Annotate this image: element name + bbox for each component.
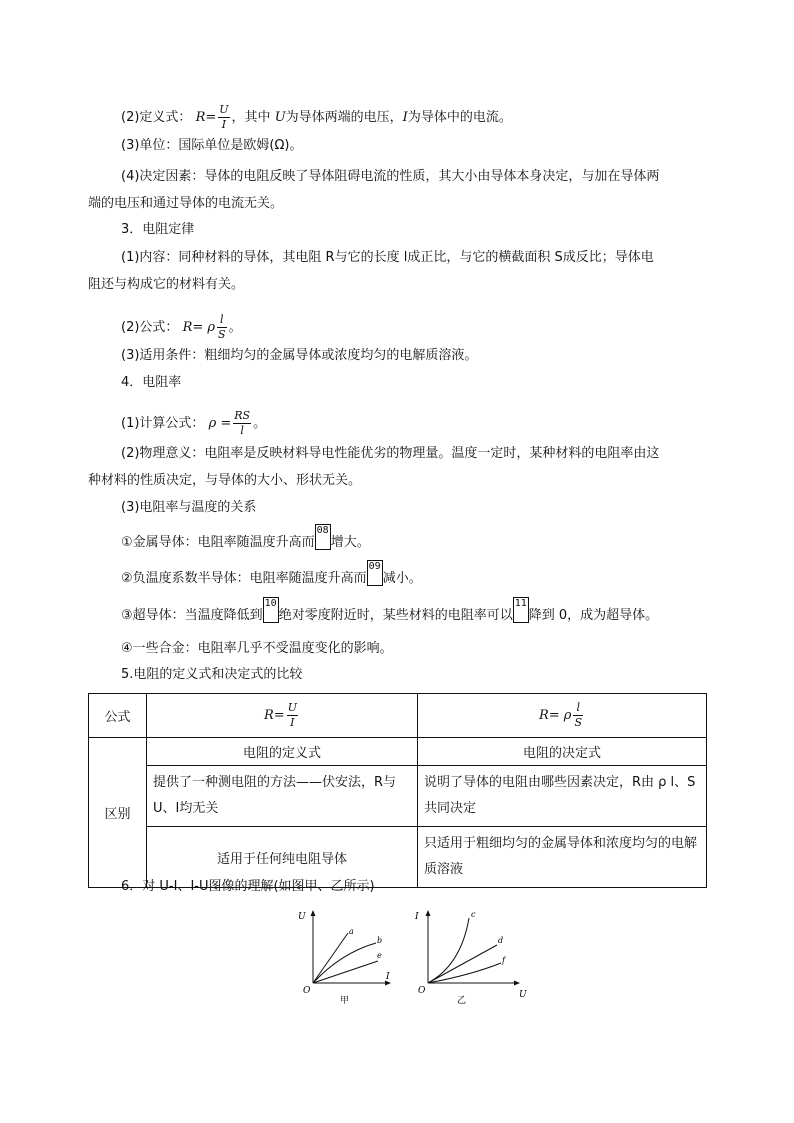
table-f2-numerator: l	[573, 701, 583, 716]
compare-heading: 5.电阻的定义式和决定式的比较	[121, 667, 303, 682]
answer-box-08: 08	[315, 524, 331, 550]
law-denominator: S	[218, 328, 226, 341]
semi-text-b: 减小。	[382, 571, 422, 586]
rho-heading: 4．电阻率	[121, 375, 182, 390]
semi-text-a: ②负温度系数半导体：电阻率随温度升高而	[121, 571, 367, 586]
comparison-table	[88, 693, 707, 888]
table-row	[89, 766, 707, 827]
rho-calc-line	[121, 409, 266, 438]
definition-formula-cell	[147, 694, 418, 738]
curve-label-d: d	[498, 936, 504, 945]
difference-label-cell: 区别	[89, 738, 147, 888]
super-text-c: 降到 0，成为超导体。	[528, 608, 659, 623]
curve-label-b: b	[377, 936, 383, 945]
factor-paragraph	[121, 163, 706, 190]
law-formula-prefix: (2)公式：	[121, 320, 179, 335]
factor-line-1: (4)决定因素：导体的电阻反映了导体阻碍电流的性质，其大小由导体本身决定，与加在导体两	[121, 169, 660, 184]
table-f2-fraction	[573, 701, 583, 730]
curve-d	[428, 945, 497, 983]
def-end: 为导体中的电流。	[407, 110, 512, 125]
def-fraction	[218, 103, 229, 132]
def-lhs: R=	[195, 110, 217, 125]
table-f1-denominator: I	[290, 716, 295, 729]
answer-box-09: 09	[367, 560, 383, 586]
figure-caption-jia: 甲	[340, 996, 350, 1005]
origin-label: O	[418, 986, 426, 996]
rho-meaning-line-1: (2)物理意义：电阻率是反映材料导电性能优劣的物理量。温度一定时，某种材料的电阻率由这	[121, 446, 660, 461]
table-f2-denominator: S	[574, 716, 582, 729]
superconductor-line	[121, 598, 659, 625]
rho-temperature-heading: (3)电阻率与温度的关系	[121, 500, 257, 515]
curve-f	[428, 963, 501, 983]
curve-label-a: a	[349, 927, 354, 936]
y-axis-arrow	[426, 910, 431, 916]
law-formula-end: 。	[228, 320, 242, 335]
table-f1-fraction	[287, 701, 298, 730]
def-numerator: U	[219, 103, 229, 116]
x-axis-label: I	[386, 972, 390, 982]
law-formula-line	[121, 313, 242, 342]
rho-calc-end: 。	[253, 416, 267, 431]
law-content-line-2: 阻还与构成它的材料有关。	[88, 277, 245, 292]
def-denominator: I	[221, 118, 227, 131]
definition-desc-cell: 提供了一种测电阻的方法——伏安法，R与 U、I均无关	[147, 766, 418, 827]
factor-line-2: 端的电压和通过导体的电流无关。	[88, 196, 284, 211]
definition-formula-line	[121, 103, 512, 132]
rho-denominator: l	[240, 424, 244, 437]
y-axis-label: I	[415, 912, 419, 922]
figure-jia	[296, 905, 406, 1005]
curve-label-f: f	[502, 956, 505, 965]
decision-formula-cell	[418, 694, 707, 738]
rho-numerator: RS	[234, 409, 251, 422]
y-axis-arrow	[311, 910, 316, 916]
def-mid: 为导体两端的电压，	[285, 110, 403, 125]
law-formula-lhs: R= ρ	[182, 320, 216, 335]
super-text-a: ③超导体：当温度降低到	[121, 608, 263, 623]
rho-meaning-line-2: 种材料的性质决定，与导体的大小、形状无关。	[88, 473, 362, 488]
unit-line: (3)单位：国际单位是欧姆(Ω)。	[121, 138, 303, 153]
law-heading: 3．电阻定律	[121, 222, 195, 237]
formula-label-cell: 公式	[89, 694, 147, 738]
origin-label: O	[303, 986, 311, 996]
curve-c	[428, 918, 469, 983]
table-row	[89, 694, 707, 738]
rho-calc-lhs: ρ =	[208, 416, 232, 431]
curve-e	[313, 961, 378, 983]
def-u: U	[274, 110, 286, 125]
decision-scope-cell: 只适用于粗细均匀的金属导体和浓度均匀的电解质溶液	[418, 827, 707, 888]
law-condition: (3)适用条件：粗细均匀的金属导体或浓度均匀的电解质溶液。	[121, 348, 478, 363]
decision-title-cell: 电阻的决定式	[418, 738, 707, 766]
curve-label-c: c	[471, 910, 476, 919]
table-row	[89, 738, 707, 766]
alloy-line: ④一些合金：电阻率几乎不受温度变化的影响。	[121, 641, 393, 656]
table-f1-numerator: U	[287, 701, 297, 714]
answer-box-11: 11	[513, 597, 529, 623]
definition-title-cell: 电阻的定义式	[147, 738, 418, 766]
decision-desc-cell: 说明了导体的电阻由哪些因素决定，R由 ρ l、S共同决定	[418, 766, 707, 827]
def-rest: ，其中	[231, 110, 271, 125]
x-axis-label: U	[519, 990, 527, 1000]
metal-line	[121, 525, 370, 552]
metal-text-b: 增大。	[330, 535, 370, 550]
metal-text-a: ①金属导体：电阻率随温度升高而	[121, 535, 315, 550]
law-fraction	[217, 313, 227, 342]
y-axis-label: U	[298, 912, 306, 922]
table-f1-lhs: R=	[264, 708, 285, 723]
answer-box-10: 10	[263, 597, 279, 623]
definition-scope-cell: 适用于任何纯电阻导体	[147, 827, 418, 888]
super-text-b: 绝对零度附近时，某些材料的电阻率可以	[278, 608, 513, 623]
curve-label-e: e	[377, 951, 382, 960]
rho-calc-prefix: (1)计算公式：	[121, 416, 205, 431]
law-numerator: l	[217, 313, 227, 328]
x-axis-arrow	[514, 981, 520, 986]
figure-yi	[411, 905, 536, 1005]
graph-heading: 6．对 U-I、I-U图像的理解(如图甲、乙所示)	[121, 879, 375, 894]
table-f2-lhs: R= ρ	[538, 708, 572, 723]
semiconductor-line	[121, 561, 422, 588]
curve-b	[313, 943, 376, 983]
law-content-line-1: (1)内容：同种材料的导体，其电阻 R与它的长度 l成正比，与它的横截面积 S成反比；导体电	[121, 250, 654, 265]
def-prefix: (2)定义式：	[121, 110, 192, 125]
figure-caption-yi: 乙	[457, 996, 467, 1005]
def-i: I	[402, 110, 408, 125]
rho-fraction	[233, 409, 251, 438]
